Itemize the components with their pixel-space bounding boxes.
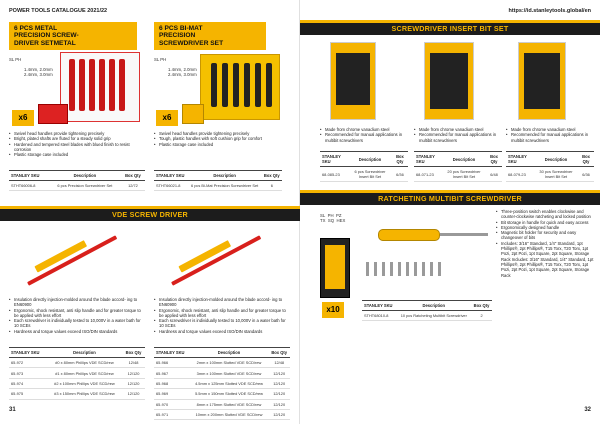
screwdriver-icon [255,63,261,107]
screwdriver-icon [69,59,75,111]
column-header: Description [397,301,472,311]
table-row [9,181,145,191]
description-cell: 6 pcs Bi-Mat Precision Screwdriver Set [188,181,262,191]
table-header-row [414,152,502,167]
feature-item: • Made from chrome vanadium steel [320,127,408,132]
vde-section-header [0,209,300,221]
box-qty-cell: 12/48 [122,358,145,368]
multibit-section-title: RATCHETING MULTIBIT SCREWDRIVER [378,194,522,203]
column-header: Description [188,171,262,181]
feature-item: • Bright, plated shafts are fluted for a steady solid grip [9,136,145,141]
multibit-section-header [300,193,600,205]
table-row [9,368,145,378]
multibit-feature-list [496,209,596,278]
bit-set-image [362,258,490,280]
feature-item: • Plastic storage case included [154,142,282,147]
box-qty-cell: 12/120 [268,378,290,388]
column-header: STANLEY SKU [154,171,188,181]
bit-type-icons [320,213,380,223]
bit-type-label: TX [320,218,326,223]
feature-item: • Swivel head handles provide tightening precisely [154,131,282,136]
precision-tip-types: SL PH [9,57,22,62]
column-header: Description [442,152,486,167]
table-row [154,181,282,191]
feature-item: • Recommended for manual applications in multibit screwdrivers [506,132,594,143]
column-header: Box Qty [471,301,492,311]
bit-type-label: PH [327,213,334,218]
feature-item: • Recommended for manual applications in multibit screwdrivers [320,132,408,143]
column-header: Box Qty [268,348,290,358]
sku-cell: 65-975 [9,389,47,399]
bit-type-label: SQ [327,218,335,223]
table-row [320,167,408,182]
description-cell: #1 x 80mm Phillips VDE SCD/rew [47,368,122,378]
description-cell: 6 pcs Precision Screwdriver Set [49,181,121,191]
insert-bit-features-1 [320,127,408,143]
insert-bit-section-title: SCREWDRIVER INSERT BIT SET [391,24,509,33]
column-header: Description [49,171,121,181]
screwdriver-icon [99,59,105,111]
box-qty-cell: 6/36 [392,167,408,182]
column-header: STANLEY SKU [414,152,442,167]
screwdriver-icon [109,59,115,111]
bimat-title-line-1: 6 PCS BI-MAT [159,25,203,32]
screwdriver-icon [266,63,272,107]
column-header: STANLEY SKU [154,348,190,358]
sku-cell: 65-966 [154,358,190,368]
column-header: STANLEY SKU [9,348,47,358]
description-cell: 10 pcs Ratcheting Multibit Screwdriver [397,311,472,321]
column-header: Box Qty [578,152,594,167]
bimat-title-line-2: PRECISION [159,32,196,40]
table-row [154,389,290,399]
page-number-right: 32 [584,407,591,413]
column-header: Description [47,348,122,358]
box-qty-cell: 12/120 [268,389,290,399]
feature-item: • Hardened and tempered steel blades with blued finish to resist corrosion [9,142,145,153]
column-header: STANLEY SKU [9,171,49,181]
box-qty-cell: 12/120 [268,399,290,409]
precision-set-case-image [60,52,140,122]
precision-feature-list [9,131,145,157]
feature-item: • Magnetic bit holder for security and easy changeover of bits [496,230,596,241]
table-header-row [154,171,282,181]
box-qty-cell: 6 [262,181,282,191]
table-row [9,358,145,368]
insert-bit-table-2 [414,151,502,182]
box-qty-cell: 12/120 [268,409,290,419]
precision-case-thumbnail [38,104,68,124]
table-header-row [320,152,408,167]
feature-item: • Ergonomic, shock resistant, anti slip handle and for greater torque to be applied with less effort [154,308,290,319]
table-header-row [154,348,290,358]
vde-phillips-screwdriver-image [28,226,128,288]
table-row [414,167,502,182]
table-row [362,311,492,321]
insert-bit-20pcs-image [424,42,474,120]
precision-spec-table [9,170,145,191]
screwdriver-icon [233,63,239,107]
description-cell: #0 x 80mm Phillips VDE SCD/rew [47,358,122,368]
multibit-screwdriver-image [378,215,493,255]
bimat-set-pack-image [200,54,280,120]
column-header: Box Qty [392,152,408,167]
description-cell: 10mm x 200mm Slotted VDE SCD/rew [190,409,269,419]
screwdriver-icon [222,63,228,107]
bimat-count-badge: x6 [156,110,178,126]
description-cell: 6 pcs Screwdriver Insert Bit Set [348,167,392,182]
column-header: Description [190,348,269,358]
description-cell: #2 x 100mm Phillips VDE SCD/rew [47,378,122,388]
feature-item: • Made from chrome vanadium steel [506,127,594,132]
box-qty-cell: 6/36 [578,167,594,182]
bimat-sizes: 1.4mm, 2.0mm 2.4mm, 3.0mm [168,67,197,77]
feature-item: • Tough, plastic handles with soft cushion grip for comfort [154,136,282,141]
catalogue-header-title: POWER TOOLS CATALOGUE 2021/22 [9,8,108,14]
bimat-spec-table [154,170,282,191]
precision-sizes: 1.4mm, 2.0mm 2.4mm, 3.0mm [24,67,53,77]
sku-cell: 65-968 [154,378,190,388]
catalogue-header-url: https://id.stanleytools.global/en [508,8,591,14]
description-cell: #3 x 150mm Phillips VDE SCD/rew [47,389,122,399]
sku-cell: STHT66021-8 [154,181,188,191]
table-row [506,167,594,182]
feature-item: • Includes: 3/16" Standard, 1/4" Standard, 1pt Phillips®, 2pt Phillips®, T15 Torx, T20 Torx, 1pt Pozi, 2pt Pozi, 1pt Square, 2pt Square, Storage Rack Includes: 3/16" Standard, 1/4" Standard, 1pt Phillips®, 2pt Phillips®, T15 Torx, T20 Torx, 1pt Pozi, 2pt Pozi, 1pt Square, 2pt Square, Storage Rack [496,241,596,278]
description-cell: 8mm x 175mm Slotted VDE SCD/rew [190,399,269,409]
table-row [154,358,290,368]
box-qty-cell: 12/120 [268,368,290,378]
feature-item: • Swivel head handles provide tightening precisely [9,131,145,136]
column-header: Box Qty [262,171,282,181]
table-row [154,399,290,409]
sku-cell: 65-970 [154,399,190,409]
bit-type-label: HEX [336,218,346,223]
column-header: STANLEY SKU [362,301,397,311]
vde-feature-list-right [154,297,290,334]
feature-item: • Bit storage in handle for quick and easy access [496,220,596,225]
table-row [154,378,290,388]
vde-phillips-spec-table [9,347,145,400]
bimat-case-thumbnail [182,104,204,124]
precision-count-badge: x6 [12,110,34,126]
insert-bit-6pcs-image [330,42,376,120]
multibit-spec-table [362,300,492,321]
column-header: Box Qty [122,348,145,358]
feature-item: • Hardness and torque values exceed ISO/DIN standards [154,329,290,334]
bimat-feature-list [154,131,282,147]
screwdriver-icon [211,63,217,107]
box-qty-cell: 12/120 [122,378,145,388]
bimat-tip-types: SL PH [154,57,167,62]
feature-item: • Ergonomically designed handle [496,225,596,230]
column-header: Box Qty [121,171,145,181]
feature-item: • Ergonomic, shock resistant, anti slip handle and for greater torque to be applied with less effort [9,308,145,319]
feature-item: • Recommended for manual applications in multibit screwdrivers [414,132,502,143]
sku-cell: 65-967 [154,368,190,378]
sku-cell: 68-085-23 [320,167,348,182]
feature-item: • Each screwdriver is individually tested to 10,000V in a water bath for 10 SCEs [154,318,290,329]
description-cell: 3mm x 100mm Slotted VDE SCD/rew [190,368,269,378]
precision-title-line-2: PRECISION SCREW- [14,32,79,40]
description-cell: 2mm x 100mm Slotted VDE SCD/rew [190,358,269,368]
description-cell: 30 pcs Screwdriver Insert Bit Set [534,167,578,182]
sku-cell: 65-971 [154,409,190,419]
table-row [9,378,145,388]
insert-bit-table-1 [320,151,408,182]
column-header: STANLEY SKU [506,152,534,167]
sku-cell: 68-079-23 [506,167,534,182]
screwdriver-icon [79,59,85,111]
feature-item: • Insulation directly injection-molded around the blade accord- ing to EN60900 [9,297,145,308]
table-row [154,368,290,378]
sku-cell: STHT66006-8 [9,181,49,191]
bit-type-label: SL [320,213,326,218]
feature-item: • Made from chrome vanadium steel [414,127,502,132]
multibit-count-badge: x10 [322,302,344,318]
vde-slotted-screwdriver-image [172,226,272,288]
description-cell: 4.5mm x 125mm Slotted VDE SCD/rew [190,378,269,388]
column-header: Box Qty [486,152,502,167]
column-header: Description [534,152,578,167]
table-row [9,389,145,399]
insert-bit-features-3 [506,127,594,143]
screwdriver-icon [89,59,95,111]
table-header-row [506,152,594,167]
vde-section-title: VDE SCREW DRIVER [112,210,188,219]
precision-title-line-3: DRIVER SETMETAL [14,39,76,47]
insert-bit-section-header [300,23,600,35]
sku-cell: 65-969 [154,389,190,399]
insert-bit-features-2 [414,127,502,143]
sku-cell: 65-974 [9,378,47,388]
description-cell: 5.5mm x 150mm Slotted VDE SCD/rew [190,389,269,399]
insert-bit-table-3 [506,151,594,182]
column-header: STANLEY SKU [320,152,348,167]
sku-cell: 65-973 [9,368,47,378]
column-header: Description [348,152,392,167]
catalogue-page-right [300,0,600,424]
insert-bit-30pcs-image [518,42,566,120]
precision-title-line-1: 6 PCS METAL [14,25,58,32]
box-qty-cell: 6/48 [486,167,502,182]
feature-item: • Plastic storage case included [9,152,145,157]
screwdriver-icon [119,59,125,111]
precision-set-title [9,22,137,50]
table-row [154,409,290,419]
screwdriver-icon [244,63,250,107]
page-number-left: 31 [9,407,16,413]
multibit-packaging-image [320,238,350,298]
table-header-row [9,348,145,358]
vde-feature-list-left [9,297,145,334]
description-cell: 20 pcs Screwdriver Insert Bit Set [442,167,486,182]
vde-slotted-spec-table [154,347,290,420]
box-qty-cell: 12/120 [122,368,145,378]
bimat-title-line-3: SCREWDRIVER SET [159,39,224,47]
bit-type-label: PZ [336,213,342,218]
sku-cell: 68-071-23 [414,167,442,182]
sku-cell: 65-972 [9,358,47,368]
sku-cell: STHT68010-8 [362,311,397,321]
box-qty-cell: 12/72 [121,181,145,191]
box-qty-cell: 12/48 [268,358,290,368]
feature-item: • Three-position switch enables clockwise and counter-clockwise ratcheting and locked position [496,209,596,220]
box-qty-cell: 2 [471,311,492,321]
feature-item: • Insulation directly injection-molded around the blade accord- ing to EN60900 [154,297,290,308]
feature-item: • Each screwdriver is individually tested to 10,000V in a water bath for 10 SCEs [9,318,145,329]
box-qty-cell: 12/120 [122,389,145,399]
feature-item: • Hardness and torque values exceed ISO/DIN standards [9,329,145,334]
bimat-set-title [154,22,266,50]
table-header-row [362,301,492,311]
table-header-row [9,171,145,181]
